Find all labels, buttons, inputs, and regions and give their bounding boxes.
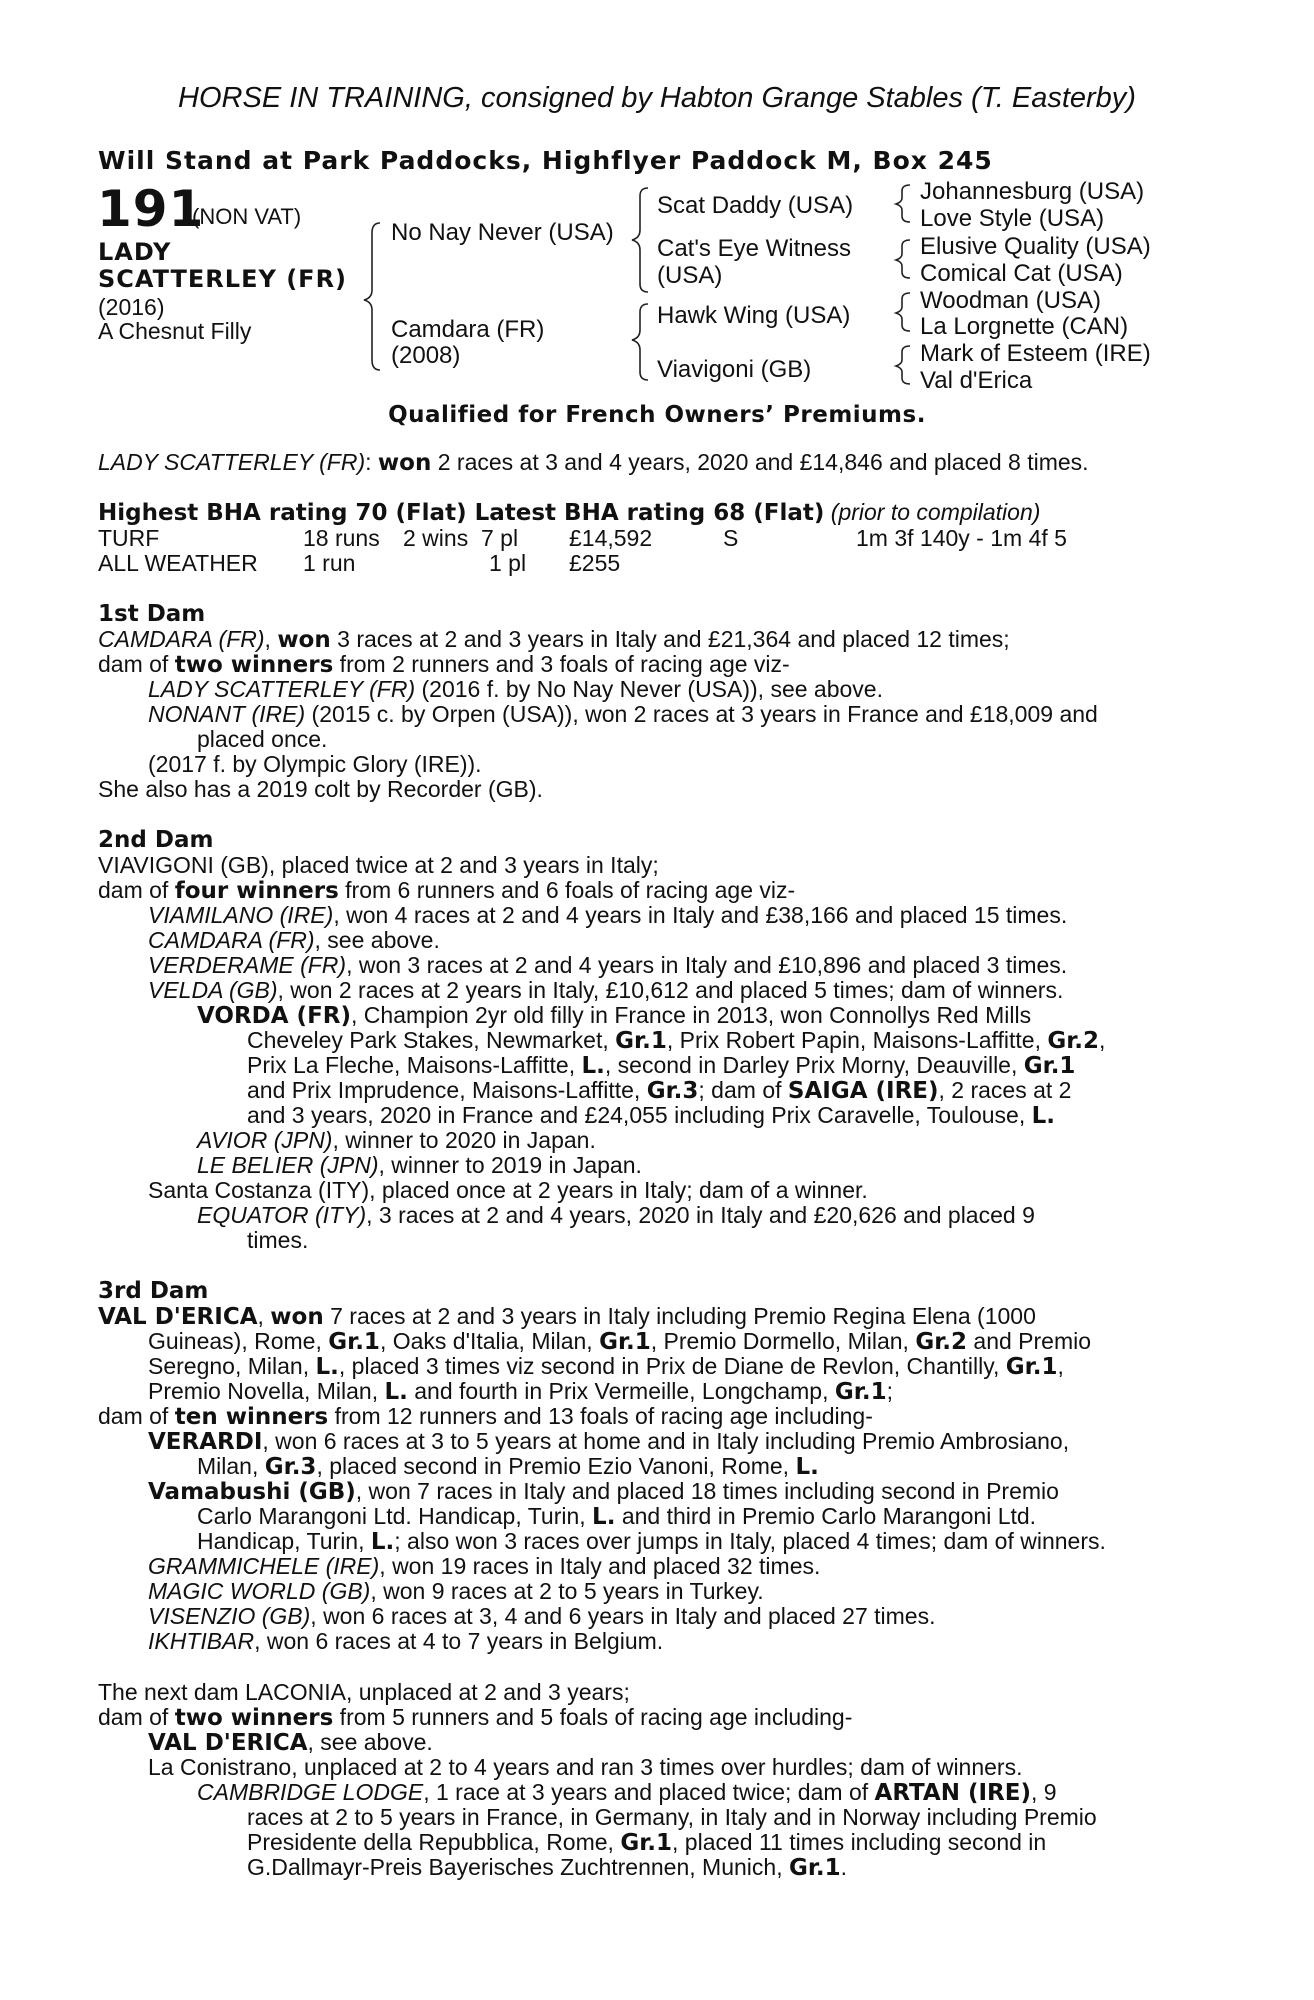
text: , placed 11 times including second in — [672, 1829, 1047, 1855]
text: (2016 f. by No Nay Never (USA)), see above. — [415, 676, 883, 702]
grade: L. — [592, 1504, 616, 1530]
page-title: HORSE IN TRAINING, consigned by Habton Grange Stables (T. Easterby) — [178, 82, 1136, 114]
g3-ancestor: Mark of Esteem (IRE) — [920, 340, 1151, 367]
text: , — [257, 1303, 271, 1329]
second-dam-line — [148, 978, 1063, 1003]
horse-name: CAMDARA (FR) — [148, 927, 315, 953]
summary-text: 2 races at 3 and 4 years, 2020 and £14,846 and placed 8 times. — [437, 449, 1089, 475]
race-summary — [98, 450, 1089, 476]
text: Handicap, Turin, — [197, 1528, 371, 1554]
text: ; also won 3 races over jumps in Italy, placed 4 times; dam of winners. — [394, 1528, 1106, 1554]
text: Seregno, Milan, — [148, 1353, 316, 1379]
horse-description: A Chesnut Filly — [98, 318, 252, 344]
text: Milan, — [197, 1453, 265, 1479]
grade: Gr.3 — [264, 1454, 317, 1480]
text: dam of — [98, 1704, 175, 1730]
third-dam-line — [197, 1504, 1036, 1530]
qualification-note: Qualified for French Owners’ Premiums. — [388, 402, 926, 428]
grade: Gr.2 — [915, 1329, 968, 1355]
grade: L. — [581, 1053, 605, 1079]
text: . — [840, 1854, 848, 1880]
grade: Gr.3 — [646, 1078, 699, 1104]
second-dam-line — [197, 1128, 596, 1153]
horse-name: VAL D'ERICA — [148, 1730, 308, 1756]
grade: Gr.2 — [1047, 1028, 1100, 1054]
text: , won 7 races in Italy and placed 18 times including second in Premio — [355, 1478, 1059, 1504]
horse-name: EQUATOR (ITY) — [197, 1202, 367, 1228]
third-dam-line — [148, 1554, 820, 1579]
won-label: won — [270, 1304, 324, 1330]
text: , placed second in Premio Ezio Vanoni, Rome, — [316, 1453, 796, 1479]
horse-name: MAGIC WORLD (GB) — [148, 1578, 371, 1604]
text: , see above. — [307, 1729, 433, 1755]
dam-name: CAMDARA (FR) — [98, 626, 265, 652]
text: Prix La Fleche, Maisons-Laffitte, — [247, 1052, 582, 1078]
second-dam-heading: 2nd Dam — [98, 827, 214, 853]
horse-name: VERDERAME (FR) — [148, 952, 347, 978]
ratings-row-aw — [0, 550, 1314, 575]
prize: £14,592 — [569, 525, 653, 551]
text: , won 3 races at 2 and 4 years in Italy and £10,896 and placed 3 times. — [346, 952, 1068, 978]
first-dam-line — [98, 652, 790, 678]
grade: L. — [370, 1529, 395, 1555]
horse-name: LADY — [98, 238, 172, 266]
first-dam-line: placed once. — [197, 726, 328, 752]
stand-location: Will Stand at Park Paddocks, Highflyer Paddock M, Box 245 — [98, 146, 993, 175]
third-dam-line — [148, 1329, 1091, 1355]
distance: 1m 3f 140y - 1m 4f 5 — [856, 525, 1067, 551]
bracket-sire — [632, 188, 648, 292]
third-dam-line — [148, 1629, 663, 1654]
bracket-main — [364, 223, 380, 370]
second-dam-line — [148, 928, 440, 953]
second-dam-line — [247, 1053, 1075, 1079]
text: , see above. — [314, 927, 440, 953]
grade: Gr.1 — [1023, 1053, 1076, 1079]
dam-name: VAL D'ERICA — [98, 1304, 258, 1330]
summary-name: LADY SCATTERLEY (FR) — [98, 449, 366, 475]
third-dam-line — [148, 1354, 1064, 1380]
second-dam-line — [247, 1078, 1071, 1104]
horse-name: VISENZIO (GB) — [148, 1603, 311, 1629]
ratings-heading: Highest BHA rating 70 (Flat) Latest BHA rating 68 (Flat) — [98, 500, 825, 526]
third-dam-line — [197, 1529, 1106, 1555]
horse-name: VERARDI — [148, 1429, 263, 1455]
third-dam-line — [148, 1579, 764, 1604]
horse-name-cont: SCATTERLEY (FR) — [98, 265, 348, 293]
text: and fourth in Prix Vermeille, Longchamp, — [407, 1378, 835, 1404]
dam-year: (2008) — [391, 342, 461, 369]
third-dam-line — [98, 1404, 873, 1430]
going: S — [723, 525, 739, 551]
next-dam-line — [247, 1830, 1046, 1856]
second-dam-line: VIAVIGONI (GB), placed twice at 2 and 3 years in Italy; — [98, 852, 659, 878]
horse-name: ARTAN (IRE) — [874, 1780, 1031, 1806]
text: , Oaks d'Italia, Milan, — [379, 1328, 600, 1354]
text: , won 6 races at 3, 4 and 6 years in Italy and placed 27 times. — [310, 1603, 936, 1629]
horse-name: GRAMMICHELE (IRE) — [148, 1553, 380, 1579]
second-dam-line: times. — [247, 1227, 309, 1253]
text: Premio Novella, Milan, — [148, 1378, 385, 1404]
runs: 1 run — [303, 550, 356, 576]
third-dam-line — [148, 1604, 936, 1629]
text: and Premio — [967, 1328, 1092, 1354]
horse-name: SAIGA (IRE) — [787, 1078, 939, 1104]
text: , won 6 races at 4 to 7 years in Belgium. — [254, 1628, 664, 1654]
text: and third in Premio Carlo Marangoni Ltd. — [615, 1503, 1037, 1529]
text: , — [1099, 1027, 1106, 1053]
first-dam-line: She also has a 2019 colt by Recorder (GB). — [98, 776, 543, 802]
ratings-row-turf — [0, 525, 1314, 550]
grade: Gr.1 — [834, 1379, 887, 1405]
third-dam-heading: 3rd Dam — [98, 1278, 209, 1304]
second-dam-line: Santa Costanza (ITY), placed once at 2 years in Italy; dam of a winner. — [148, 1177, 868, 1203]
first-dam-line — [148, 677, 883, 702]
text: , won 9 races at 2 to 5 years in Turkey. — [370, 1578, 764, 1604]
text: 3 races at 2 and 3 years in Italy and £21,364 and placed 12 times; — [330, 626, 1010, 652]
g3-ancestor: Woodman (USA) — [920, 287, 1101, 314]
text: , 1 race at 3 years and placed twice; dam of — [423, 1779, 875, 1805]
text: , second in Darley Prix Morny, Deauville, — [604, 1052, 1024, 1078]
text: , — [264, 626, 278, 652]
lot-number: 191 — [97, 180, 205, 238]
horse-name: CAMBRIDGE LODGE — [197, 1779, 424, 1805]
text: , — [1057, 1353, 1064, 1379]
text: 7 races at 2 and 3 years in Italy including Premio Regina Elena (1000 — [323, 1303, 1036, 1329]
bha-ratings — [98, 500, 1040, 526]
first-dam-line — [148, 702, 1098, 727]
text: G.Dallmayr-Preis Bayerisches Zuchtrennen, Munich, — [247, 1854, 789, 1880]
won-label: won — [277, 627, 331, 653]
next-dam-line: La Conistrano, unplaced at 2 to 4 years and ran 3 times over hurdles; dam of winners. — [148, 1754, 1023, 1780]
dam: Camdara (FR) — [391, 316, 545, 343]
bracket-g3-3 — [896, 293, 910, 331]
dam-sire: Hawk Wing (USA) — [657, 302, 851, 329]
dam-dam: Viavigoni (GB) — [657, 356, 812, 383]
first-dam-line — [98, 627, 1010, 653]
next-dam-line — [148, 1730, 433, 1756]
text: , Premio Dormello, Milan, — [650, 1328, 916, 1354]
text: Cheveley Park Stakes, Newmarket, — [247, 1027, 616, 1053]
horse-name: VELDA (GB) — [148, 977, 278, 1003]
second-dam-line — [148, 953, 1067, 978]
text: from 5 runners and 5 foals of racing age including- — [333, 1704, 853, 1730]
g3-ancestor: Elusive Quality (USA) — [920, 233, 1151, 260]
next-dam-line: The next dam LACONIA, unplaced at 2 and 3 years; — [98, 1679, 630, 1705]
grade: L. — [315, 1354, 339, 1380]
grade: L. — [795, 1454, 819, 1480]
text: ; — [886, 1378, 893, 1404]
placed: 1 pl — [489, 550, 527, 576]
winners-count: two winners — [174, 652, 334, 678]
second-dam-line — [98, 878, 795, 904]
sire-dam-cont: (USA) — [657, 262, 723, 289]
grade: L. — [1031, 1103, 1056, 1129]
next-dam-line — [197, 1780, 1057, 1806]
third-dam-line — [148, 1479, 1059, 1505]
g3-ancestor: Love Style (USA) — [920, 205, 1105, 232]
ratings-note: (prior to compilation) — [830, 499, 1041, 525]
grade: L. — [384, 1379, 408, 1405]
first-dam-line: (2017 f. by Olympic Glory (IRE)). — [148, 751, 482, 777]
text: , won 6 races at 3 to 5 years at home and in Italy including Premio Ambrosiano, — [262, 1428, 1070, 1454]
surface: TURF — [98, 525, 160, 551]
grade: Gr.1 — [1005, 1354, 1058, 1380]
text: (2015 c. by Orpen (USA)), won 2 races at 3 years in France and £18,009 and — [305, 701, 1098, 727]
bracket-g3-2 — [896, 240, 910, 278]
horse-name: LADY SCATTERLEY (FR) — [148, 676, 416, 702]
second-dam-line — [247, 1028, 1105, 1054]
horse-name: IKHTIBAR — [148, 1628, 255, 1654]
winners-count: four winners — [174, 878, 339, 904]
text: , winner to 2019 in Japan. — [378, 1152, 642, 1178]
bracket-g3-1 — [896, 185, 910, 222]
text: Carlo Marangoni Ltd. Handicap, Turin, — [197, 1503, 593, 1529]
placed: 7 pl — [481, 525, 519, 551]
summary-won: won — [377, 450, 432, 476]
runs: 18 runs — [303, 525, 380, 551]
third-dam-line — [98, 1304, 1036, 1330]
text: Guineas), Rome, — [148, 1328, 329, 1354]
grade: Gr.1 — [328, 1329, 380, 1355]
horse-year: (2016) — [98, 294, 165, 320]
bracket-g3-4 — [896, 346, 910, 384]
third-dam-line — [148, 1429, 1069, 1455]
text: , 3 races at 2 and 4 years, 2020 in Italy and £20,626 and placed 9 — [366, 1202, 1035, 1228]
grade: Gr.1 — [788, 1855, 841, 1881]
text: , won 19 races in Italy and placed 32 times. — [379, 1553, 821, 1579]
next-dam-line: races at 2 to 5 years in France, in Germany, in Italy and in Norway including Premio — [247, 1804, 1097, 1830]
text: Presidente della Repubblica, Rome, — [247, 1829, 621, 1855]
text: , winner to 2020 in Japan. — [332, 1127, 596, 1153]
horse-name: VORDA (FR) — [197, 1003, 352, 1029]
text: , 9 — [1030, 1779, 1057, 1805]
g3-ancestor: Comical Cat (USA) — [920, 260, 1123, 287]
sire: No Nay Never (USA) — [391, 219, 614, 246]
second-dam-line — [197, 1203, 1035, 1228]
bracket-dam — [632, 304, 648, 380]
text: , 2 races at 2 — [938, 1077, 1072, 1103]
third-dam-line — [197, 1454, 819, 1480]
horse-name: VIAMILANO (IRE) — [148, 902, 334, 928]
text: , won 2 races at 2 years in Italy, £10,612 and placed 5 times; dam of winners. — [277, 977, 1064, 1003]
winners-count: two winners — [174, 1705, 334, 1731]
text: and 3 years, 2020 in France and £24,055 including Prix Caravelle, Toulouse, — [247, 1102, 1032, 1128]
summary-colon: : — [365, 449, 372, 475]
text: from 2 runners and 3 foals of racing age viz- — [333, 651, 790, 677]
grade: Gr.1 — [620, 1830, 673, 1856]
surface: ALL WEATHER — [98, 550, 258, 576]
third-dam-line — [148, 1379, 893, 1405]
sire-dam: Cat's Eye Witness — [657, 235, 851, 262]
text: and Prix Imprudence, Maisons-Laffitte, — [247, 1077, 647, 1103]
text: , placed 3 times viz second in Prix de Diane de Revlon, Chantilly, — [338, 1353, 1006, 1379]
text: from 6 runners and 6 foals of racing age viz- — [338, 877, 796, 903]
g3-ancestor: Johannesburg (USA) — [920, 178, 1145, 205]
horse-name: LE BELIER (JPN) — [197, 1152, 379, 1178]
horse-name: NONANT (IRE) — [148, 701, 306, 727]
text: dam of — [98, 1403, 175, 1429]
text: ; dam of — [698, 1077, 788, 1103]
wins: 2 wins — [403, 525, 469, 551]
grade: Gr.1 — [615, 1028, 667, 1054]
g3-ancestor: La Lorgnette (CAN) — [920, 313, 1129, 340]
text: dam of — [98, 651, 175, 677]
text: , Champion 2yr old filly in France in 2013, won Connollys Red Mills — [351, 1002, 1032, 1028]
vat-note: (NON VAT) — [192, 204, 302, 229]
second-dam-line — [247, 1103, 1055, 1129]
horse-name: Vamabushi (GB) — [148, 1479, 356, 1505]
text: from 12 runners and 13 foals of racing age including- — [328, 1403, 873, 1429]
text: dam of — [98, 877, 175, 903]
text: , Prix Robert Papin, Maisons-Laffitte, — [666, 1027, 1048, 1053]
second-dam-line — [197, 1153, 642, 1178]
winners-count: ten winners — [174, 1404, 329, 1430]
second-dam-line — [197, 1003, 1031, 1029]
second-dam-line — [148, 903, 1067, 928]
next-dam-line — [247, 1855, 847, 1881]
next-dam-line — [98, 1705, 852, 1731]
grade: Gr.1 — [599, 1329, 651, 1355]
g3-ancestor: Val d'Erica — [920, 367, 1033, 394]
horse-name: AVIOR (JPN) — [197, 1127, 333, 1153]
prize: £255 — [569, 550, 621, 576]
first-dam-heading: 1st Dam — [98, 601, 206, 627]
sire-sire: Scat Daddy (USA) — [657, 192, 854, 219]
text: , won 4 races at 2 and 4 years in Italy and £38,166 and placed 15 times. — [333, 902, 1068, 928]
